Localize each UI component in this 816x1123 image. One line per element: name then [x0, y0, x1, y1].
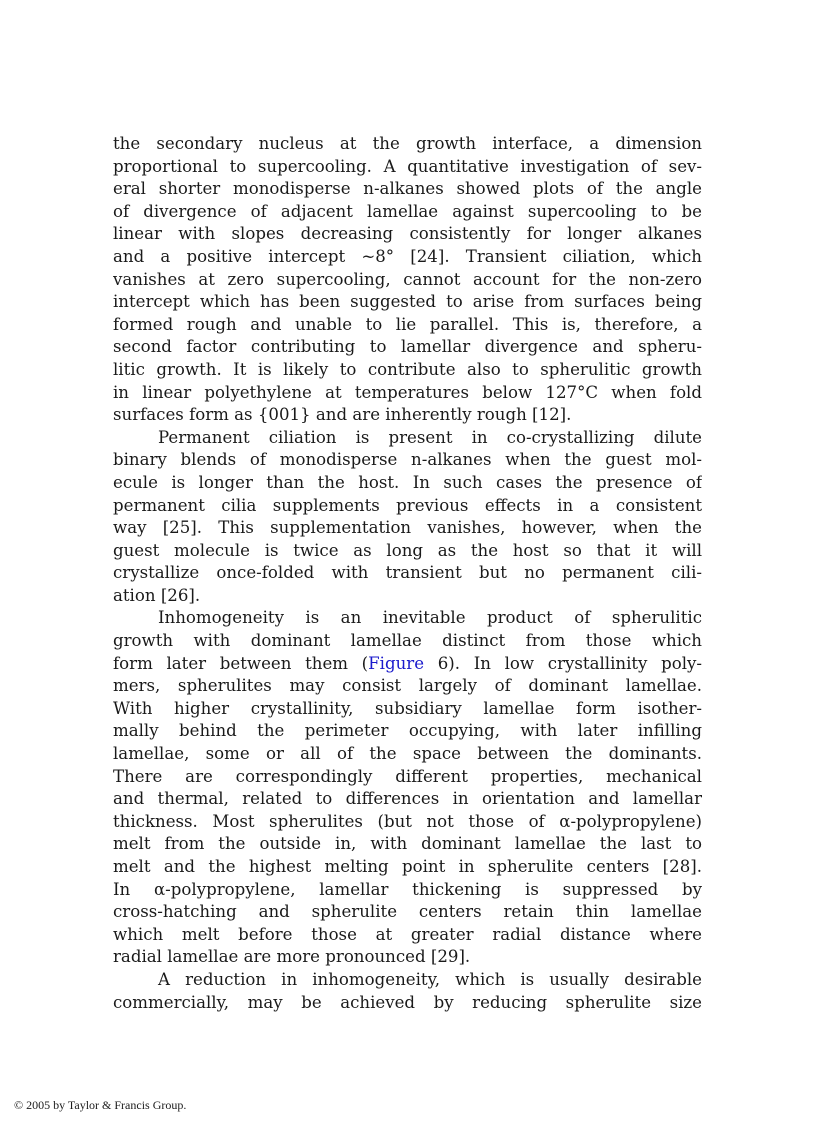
text-line: In α-polypropylene, lamellar thickening is suppressed by — [113, 879, 702, 899]
paragraph — [113, 427, 702, 608]
paragraph — [113, 607, 702, 969]
figure-6-link[interactable]: Figure — [368, 653, 425, 673]
text-line: There are correspondingly different properties, mechanical — [113, 766, 702, 786]
text-line: thickness. Most spherulites (but not those of α-polypropylene) — [113, 811, 702, 831]
text-line: which melt before those at greater radial distance where — [113, 924, 702, 944]
text-line: in linear polyethylene at temperatures below 127°C when fold — [113, 382, 702, 402]
text-line: permanent cilia supplements previous effects in a consistent — [113, 495, 702, 515]
text-line: formed rough and unable to lie parallel. This is, therefore, a — [113, 314, 702, 334]
body-text — [113, 133, 702, 1014]
text-line: linear with slopes decreasing consistently for longer alkanes — [113, 224, 702, 244]
copyright-footer: © 2005 by Taylor & Francis Group. — [14, 1098, 187, 1112]
text-line: proportional to supercooling. A quantitative investigation of sev- — [113, 156, 702, 176]
text-line — [113, 653, 702, 676]
paragraph — [113, 969, 702, 1014]
text-line: way [25]. This supplementation vanishes, however, when the — [113, 518, 702, 538]
text-fragment: 6). In low crystallinity poly- — [424, 653, 702, 673]
text-line: intercept which has been suggested to arise from surfaces being — [113, 292, 702, 312]
text-line: commercially, may be achieved by reducing spherulite size — [113, 992, 702, 1012]
text-line: and thermal, related to differences in orientation and lamellar — [113, 789, 702, 809]
text-line: Inhomogeneity is an inevitable product of spherulitic — [158, 608, 702, 628]
text-line: of divergence of adjacent lamellae against supercooling to be — [113, 201, 702, 221]
text-fragment: form later between them ( — [113, 653, 369, 673]
text-line: growth with dominant lamellae distinct from those which — [113, 631, 702, 651]
text-line: melt and the highest melting point in spherulite centers [28]. — [113, 857, 702, 876]
text-line: Permanent ciliation is present in co-crystallizing dilute — [158, 427, 702, 447]
text-line: second factor contributing to lamellar divergence and spheru- — [113, 337, 702, 357]
text-line: melt from the outside in, with dominant lamellae the last to — [113, 834, 702, 854]
text-line: litic growth. It is likely to contribute also to spherulitic growth — [113, 359, 702, 379]
text-line: mally behind the perimeter occupying, with later infilling — [113, 721, 702, 741]
text-line: mers, spherulites may consist largely of dominant lamellae. — [113, 676, 702, 696]
text-line: A reduction in inhomogeneity, which is usually desirable — [158, 969, 702, 989]
text-line: ation [26]. — [113, 585, 201, 605]
text-line: and a positive intercept ~8° [24]. Transient ciliation, which — [113, 246, 702, 266]
text-line: guest molecule is twice as long as the host so that it will — [113, 540, 702, 560]
text-line: With higher crystallinity, subsidiary lamellae form isother- — [113, 698, 702, 718]
text-line: radial lamellae are more pronounced [29]. — [113, 947, 471, 967]
text-line: lamellae, some or all of the space between the dominants. — [113, 744, 702, 764]
paragraph — [113, 133, 702, 427]
text-line: eral shorter monodisperse n-alkanes showed plots of the angle — [113, 179, 702, 199]
text-line: crystallize once-folded with transient but no permanent cili- — [113, 563, 702, 583]
text-line: binary blends of monodisperse n-alkanes when the guest mol- — [113, 450, 702, 470]
text-line: cross-hatching and spherulite centers retain thin lamellae — [113, 902, 702, 922]
text-line: ecule is longer than the host. In such cases the presence of — [113, 472, 702, 492]
text-line: vanishes at zero supercooling, cannot account for the non-zero — [113, 269, 702, 289]
text-line: the secondary nucleus at the growth interface, a dimension — [113, 134, 702, 153]
text-line: surfaces form as {001} and are inherently rough [12]. — [113, 405, 572, 425]
